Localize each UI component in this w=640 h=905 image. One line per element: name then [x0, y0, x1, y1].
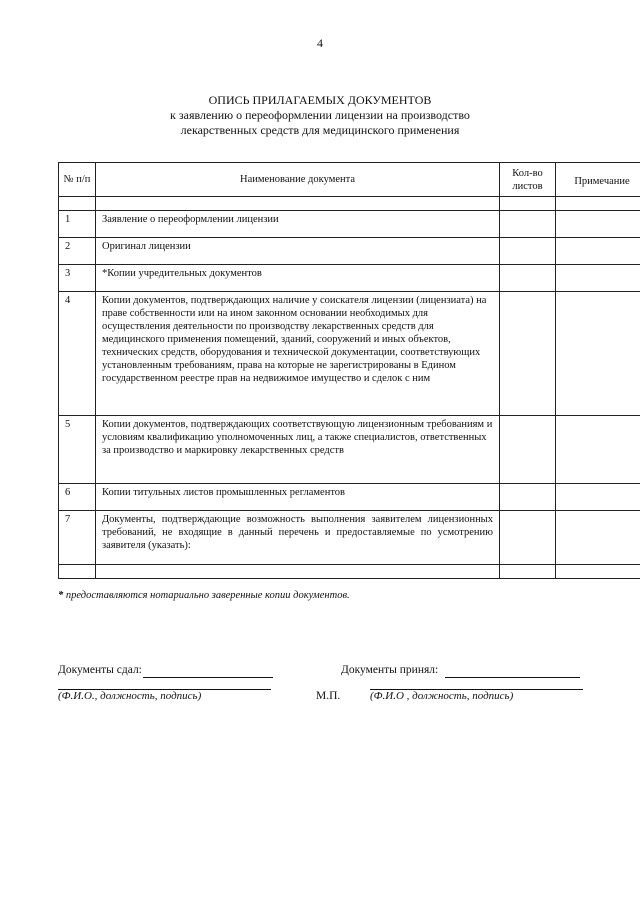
footnote-text: предоставляются нотариально заверенные копии документов. — [63, 590, 350, 601]
page-number: 4 — [317, 36, 323, 50]
row-count — [500, 265, 556, 292]
row-note — [556, 211, 640, 238]
row-name: Документы, подтверждающие возможность выполнения заявителем лицензионных требований, не входящие в данный перечень и предоставляемые по усмотрению заявителя (указать): — [96, 511, 500, 565]
right-caption: (Ф.И.О , должность, подпись) — [370, 690, 514, 702]
title-line-3: лекарственных средств для медицинского применения — [180, 123, 460, 137]
row-note — [556, 292, 640, 416]
row-num: 2 — [59, 238, 96, 265]
row-name: Оригинал лицензии — [96, 238, 500, 265]
row-num: 4 — [59, 292, 96, 416]
row-note — [556, 511, 640, 565]
accepted-signature-line — [445, 677, 580, 678]
row-note — [556, 484, 640, 511]
stamp-place: М.П. — [316, 690, 341, 702]
row-note — [556, 265, 640, 292]
row-name: Копии документов, подтверждающих наличие у соискателя лицензии (лицензиата) на праве собственности или на ином законном основании необходимых для осуществления деятельности по производству лекарственных средств для медицинского применения помещений, зданий, сооружений и иных объектов, технических средств, оборудования и технической документации, соответствующих установленным требованиям, права на которые не зарегистрированы в Едином государственном реестре прав на недвижимое имущество и сделок с ним — [96, 292, 500, 416]
row-count — [500, 416, 556, 484]
table-row — [59, 416, 640, 484]
table-empty-row — [59, 565, 640, 579]
table-row — [59, 484, 640, 511]
table-row — [59, 265, 640, 292]
row-count — [500, 484, 556, 511]
accepted-label: Документы принял: — [341, 664, 439, 676]
header-note: Примечание — [556, 163, 640, 197]
table-header-row — [59, 163, 640, 197]
row-name: Копии документов, подтверждающих соответствующую лицензионным требованиям и условиям квалификацию уполномоченных лиц, а также специалистов, ответственных за производство и маркировку лекарственных средств — [96, 416, 500, 484]
header-count: Кол-во листов — [500, 163, 556, 197]
row-num: 1 — [59, 211, 96, 238]
row-name: Заявление о переоформлении лицензии — [96, 211, 500, 238]
footnote-star: * — [58, 590, 64, 601]
row-count — [500, 238, 556, 265]
row-name: *Копии учредительных документов — [96, 265, 500, 292]
row-name: Копии титульных листов промышленных регламентов — [96, 484, 500, 511]
documents-table — [58, 162, 640, 579]
table-row — [59, 211, 640, 238]
row-num: 5 — [59, 416, 96, 484]
title-line-1: ОПИСЬ ПРИЛАГАЕМЫХ ДОКУМЕНТОВ — [208, 93, 432, 107]
footnote — [58, 590, 350, 601]
header-name: Наименование документа — [96, 163, 500, 197]
title-line-2: к заявлению о переоформлении лицензии на производство — [170, 108, 470, 122]
row-count — [500, 211, 556, 238]
table-row — [59, 292, 640, 416]
table-row — [59, 238, 640, 265]
table-row — [59, 511, 640, 565]
document-title — [0, 93, 640, 138]
header-num: № п/п — [59, 163, 96, 197]
submitted-label: Документы сдал: — [58, 664, 142, 676]
submitted-signature-line — [143, 677, 273, 678]
row-note — [556, 416, 640, 484]
row-count — [500, 511, 556, 565]
table-spacer-row — [59, 197, 640, 211]
row-num: 6 — [59, 484, 96, 511]
row-num: 7 — [59, 511, 96, 565]
left-caption: (Ф.И.О., должность, подпись) — [58, 690, 202, 702]
row-count — [500, 292, 556, 416]
row-num: 3 — [59, 265, 96, 292]
row-note — [556, 238, 640, 265]
